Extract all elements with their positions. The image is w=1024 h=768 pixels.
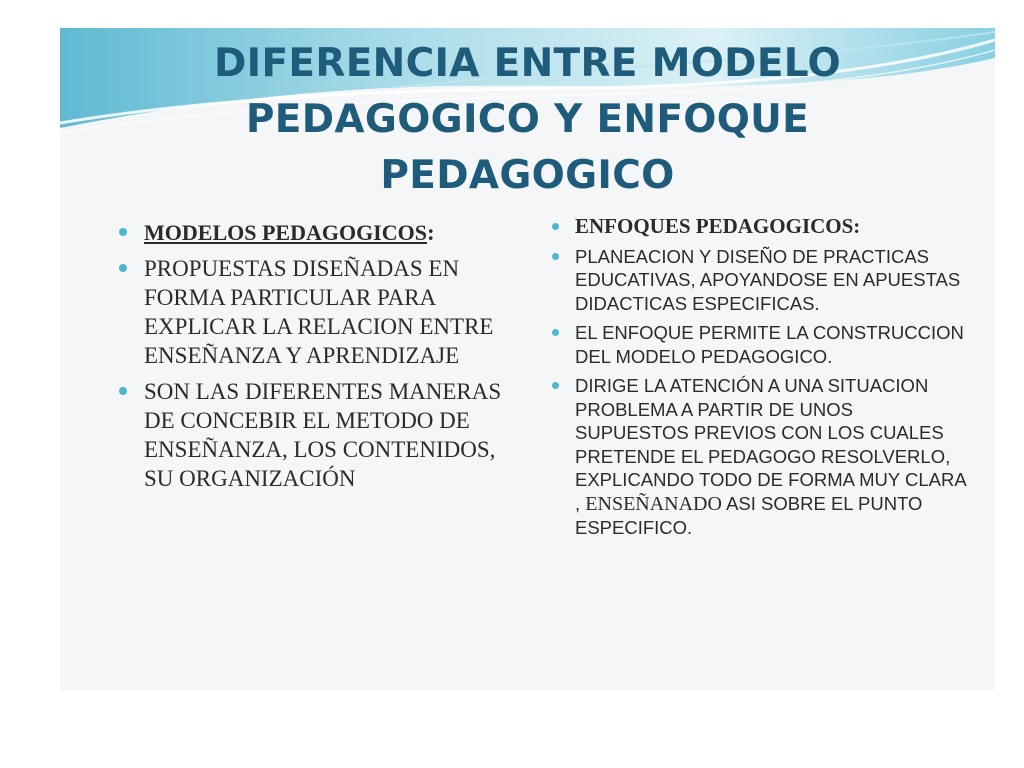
bullet-icon [119,387,127,395]
bullet-icon [552,253,559,260]
right-item-text: PLANEACION Y DISEÑO DE PRACTICAS EDUCATIVAS, APOYANDOSE EN APUESTAS DIDACTICAS ESPECIFICAS. [575,245,961,314]
left-heading-colon: : [426,220,435,245]
list-item [548,374,968,540]
left-heading: MODELOS PEDAGOGICOS [144,220,427,245]
bullet-icon [119,228,127,236]
bullet-icon [119,264,127,272]
left-item-text: PROPUESTAS DISEÑADAS EN FORMA PARTICULAR PARA EXPLICAR LA RELACION ENTRE ENSEÑANZA Y APRENDIZAJE [144,256,494,368]
list-item [548,321,968,368]
list-item [548,215,968,239]
right-bullet-list [548,215,968,540]
left-column [115,218,515,500]
left-bullet-list [115,218,515,493]
right-heading-colon: : [853,214,861,238]
title-line-2: PEDAGOGICO Y ENFOQUE [245,97,810,142]
slide [60,28,995,690]
right-column [548,215,968,546]
right-item-text-serif: ENSEÑANADO [585,492,722,515]
title-line-1: DIFERENCIA ENTRE MODELO [214,41,841,86]
left-item-text: SON LAS DIFERENTES MANERAS DE CONCEBIR EL METODO DE ENSEÑANZA, LOS CONTENIDOS, SU ORGANIZACIÓN [144,379,502,491]
list-item [115,218,515,247]
bullet-icon [552,329,559,336]
right-item-text-part2: ASI SOBRE EL PUNTO ESPECIFICO. [575,492,923,538]
right-item-text: EL ENFOQUE PERMITE LA CONSTRUCCION DEL MODELO PEDAGOGICO. [575,322,964,367]
right-heading: ENFOQUES PEDAGOGICOS [575,214,854,238]
bullet-icon [552,223,559,230]
title-line-3: PEDAGOGICO [380,153,675,198]
list-item [548,245,968,316]
bullet-icon [552,382,559,389]
slide-title [60,36,995,204]
list-item [115,377,515,493]
list-item [115,254,515,370]
right-item-text-part1: DIRIGE LA ATENCIÓN A UNA SITUACION PROBLEMA A PARTIR DE UNOS SUPUESTOS PREVIOS CON LOS CUALES PRETENDE EL PEDAGOGO RESOLVERLO, EXPLICANDO TODO DE FORMA MUY CLARA , [575,375,966,514]
